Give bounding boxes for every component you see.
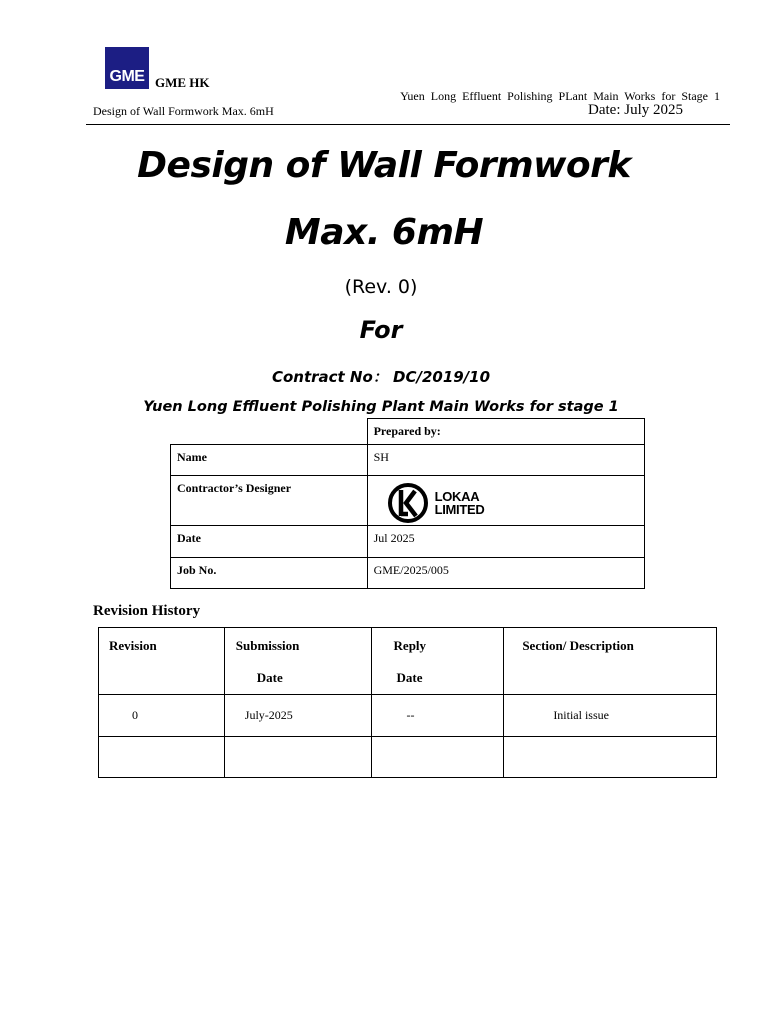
table-row (99, 695, 717, 737)
header-project-line: Yuen Long Effluent Polishing PLant Main Works for Stage 1 (400, 89, 720, 103)
header-divider (86, 124, 730, 125)
document-title-line-1: Design of Wall Formwork (137, 145, 631, 186)
row-label: Job No. (171, 558, 368, 589)
cell-reply-date: -- (371, 695, 504, 737)
contract-number: Contract No： DC/2019/10 (271, 368, 491, 386)
header-date: Date: July 2025 (588, 102, 683, 118)
header-revision: Revision (99, 628, 225, 695)
for-label: For (359, 316, 403, 344)
cell-empty (371, 737, 504, 778)
table-row (171, 476, 645, 526)
prepared-by-table (170, 418, 645, 589)
row-value: Jul 2025 (367, 526, 644, 558)
cell-submission-date: July-2025 (224, 695, 371, 737)
header-description: Section/ Description (504, 628, 717, 695)
header-document-title: Design of Wall Formwork Max. 6mH (93, 104, 274, 118)
header-reply-date: Reply Date (371, 628, 504, 695)
table-row (171, 526, 645, 558)
lk-logo-icon (384, 481, 432, 525)
table-row (171, 558, 645, 589)
header-submission-date: Submission Date (224, 628, 371, 695)
cell-revision: 0 (99, 695, 225, 737)
lokaa-logo-text: LOKAA LIMITED (434, 489, 485, 517)
company-name: GME HK (155, 75, 210, 90)
table-header-row (99, 628, 717, 695)
row-label: Name (171, 445, 368, 476)
document-title-line-2: Max. 6mH (284, 212, 484, 253)
company-logo-mark: GME (109, 68, 145, 85)
cell-empty (504, 737, 717, 778)
project-name: Yuen Long Effluent Polishing Plant Main Works for stage 1 (143, 399, 619, 415)
lokaa-logo (384, 481, 638, 525)
cell-description: Initial issue (504, 695, 717, 737)
prepared-by-header: Prepared by: (367, 419, 644, 445)
revision-label: (Rev. 0) (344, 276, 418, 298)
table-row-empty (99, 737, 717, 778)
company-logo (105, 47, 149, 89)
row-value: SH (367, 445, 644, 476)
cell-empty (224, 737, 371, 778)
row-value (367, 476, 644, 526)
revision-history-title: Revision History (93, 603, 201, 619)
cell-empty (99, 737, 225, 778)
row-label: Date (171, 526, 368, 558)
table-cell-blank (171, 419, 368, 445)
revision-history-table (98, 627, 717, 778)
row-label: Contractor’s Designer (171, 476, 368, 526)
row-value: GME/2025/005 (367, 558, 644, 589)
table-row (171, 419, 645, 445)
table-row (171, 445, 645, 476)
